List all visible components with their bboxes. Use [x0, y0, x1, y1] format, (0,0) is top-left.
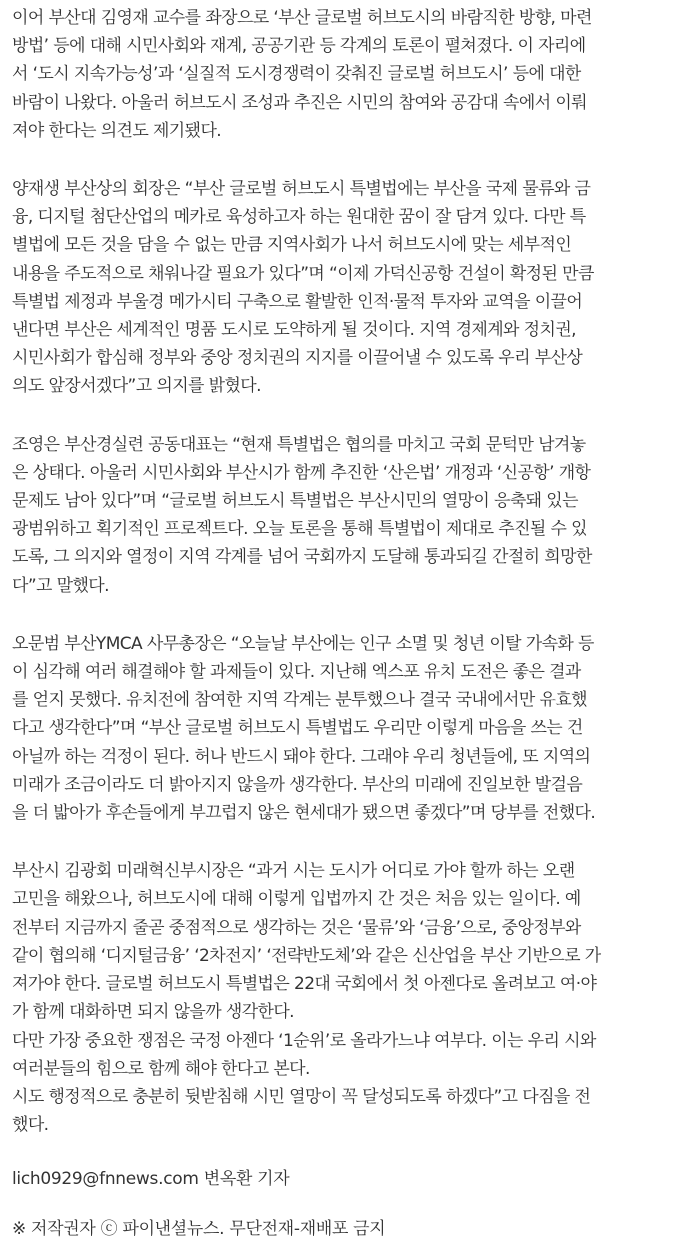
copyright-notice: ※ 저작권자 ⓒ 파이낸셜뉴스. 무단전재-재배포 금지: [12, 1219, 386, 1240]
reporter-byline: lich0929@fnnews.com 변옥환 기자: [12, 1169, 290, 1190]
article-paragraph-5: 부산시 김광회 미래혁신부시장은 “과거 시는 도시가 어디로 가야 할까 하는 오랜 고민을 해왔으나, 허브도시에 대해 이렇게 입법까지 간 것은 처음 있는 일이다. 예 전부터 지금까지 줄곧 중점적으로 생각하는 것은 ‘물류’와 ‘금융’으로, 중앙정부와 같이 협의해 ‘디지털금융’ ‘2차전지’ ‘전략반도체’와 같은 신산업을 부산 기반으로 가 져가야 한다. 글로벌 허브도시 특별법은 22대 국회에서 첫 아젠다로 올려보고 여·야 가 함께 대화하면 되지 않을까 생각한다. 다만 가장 중요한 쟁점은 국정 아젠다 ‘1순위’로 올라가느냐 여부다. 이는 우리 시와 여러분들의 힘으로 함께 해야 한다고 본다. 시도 행정적으로 충분히 뒷받침해 시민 열망이 꼭 달성되도록 하겠다”고 다짐을 전 했다.: [12, 861, 601, 1136]
article-paragraph-2: 양재생 부산상의 회장은 “부산 글로벌 허브도시 특별법에는 부산을 국제 물류와 금 융, 디지털 첨단산업의 메카로 육성하고자 하는 원대한 꿈이 잘 담겨 있다. 다만 특 별법에 모든 것을 담을 수 없는 만큼 지역사회가 나서 허브도시에 맞는 세부적인 내용을 주도적으로 채워나갈 필요가 있다”며 “이제 가덕신공항 건설이 확정된 만큼 특별법 제정과 부울경 메가시티 구축으로 활발한 인적·물적 투자와 교역을 이끌어 낸다면 부산은 세계적인 명품 도시로 도약하게 될 것이다. 지역 경제계와 정치권, 시민사회가 합심해 정부와 중앙 정치권의 지지를 이끌어낼 수 있도록 우리 부산상 의도 앞장서겠다”고 의지를 밝혔다.: [12, 179, 594, 397]
article-paragraph-1: 이어 부산대 김영재 교수를 좌장으로 ‘부산 글로벌 허브도시의 바람직한 방향, 마련 방법’ 등에 대해 시민사회와 재계, 공공기관 등 각계의 토론이 펼쳐졌다. 이 자리에 서 ‘도시 지속가능성’과 ‘실질적 도시경쟁력이 갖춰진 글로벌 허브도시’ 등에 대한 바람이 나왔다. 아울러 허브도시 조성과 추진은 시민의 참여와 공감대 속에서 이뤄 져야 한다는 의견도 제기됐다.: [12, 8, 592, 141]
article-paragraph-3: 조영은 부산경실련 공동대표는 “현재 특별법은 협의를 마치고 국회 문턱만 남겨놓 은 상태다. 아울러 시민사회와 부산시가 함께 추진한 ‘산은법’ 개정과 ‘신공항’ 개항 문제도 남아 있다”며 “글로벌 허브도시 특별법은 부산시민의 열망이 응축돼 있는 광범위하고 획기적인 프로젝트다. 오늘 토론을 통해 특별법이 제대로 추진될 수 있 도록, 그 의지와 열정이 지역 각계를 넘어 국회까지 도달해 통과되길 간절히 희망한 다”고 말했다.: [12, 434, 592, 596]
article-paragraph-4: 오문범 부산YMCA 사무총장은 “오늘날 부산에는 인구 소멸 및 청년 이탈 가속화 등 이 심각해 여러 해결해야 할 과제들이 있다. 지난해 엑스포 유치 도전은 좋은 결과 를 얻지 못했다. 유치전에 참여한 지역 각계는 분투했으나 결국 국내에서만 유효했 다고 생각한다”며 “부산 글로벌 허브도시 특별법도 우리만 이렇게 마음을 쓰는 건 아닐까 하는 걱정이 된다. 허나 반드시 돼야 한다. 그래야 우리 청년들에, 또 지역의 미래가 조금이라도 더 밝아지지 않을까 생각한다. 부산의 미래에 진일보한 발걸음 을 더 밟아가 후손들에게 부끄럽지 않은 현세대가 됐으면 좋겠다”며 당부를 전했다.: [12, 633, 596, 824]
